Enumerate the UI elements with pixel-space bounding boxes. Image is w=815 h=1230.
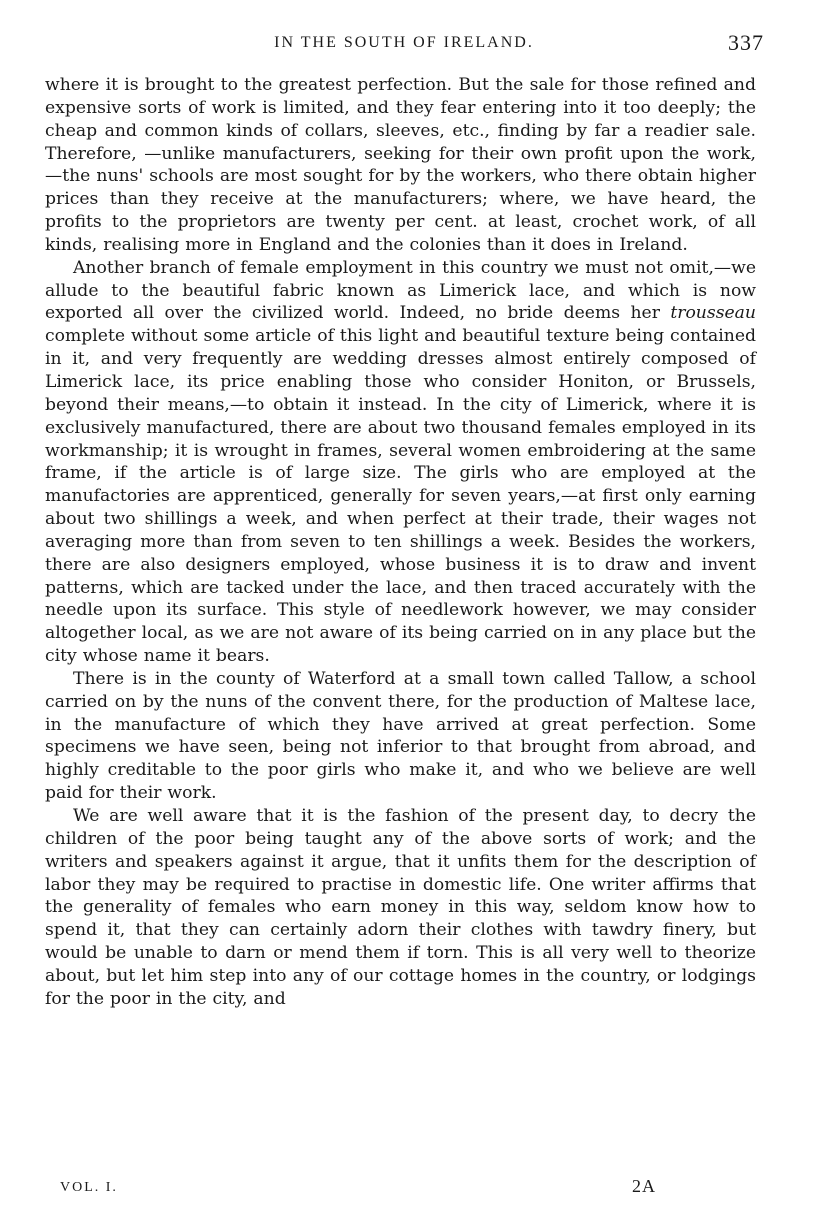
page-footer	[44, 1174, 764, 1204]
body-text	[45, 74, 756, 1011]
paragraph-crochet-sales: where it is brought to the greatest perfection. But the sale for those refined and expensive sorts of work is limited, and they fear entering into it too deeply; the cheap and common kinds of collars, sleeves, etc., finding by far a readier sale. Therefore, —unlike manufacturers, seeking for their own profit upon the work,—the nuns' schools are most sought for by the workers, who there obtain higher prices than they receive at the manufacturers; where, we have heard, the profits to the proprietors are twenty per cent. at least, crochet work, of all kinds, realising more in England and the colonies than it does in Ireland.	[45, 75, 756, 255]
italic-trousseau: trousseau	[670, 303, 756, 324]
volume-label: VOL. I.	[60, 1180, 118, 1195]
paragraph-limerick-lace	[45, 257, 756, 668]
paragraph-limerick-lace-part-2: complete without some article of this light and beautiful texture being contained in it, and very frequently are wedding dresses almost entirely composed of Limerick lace, its price enabling those who consider Honiton, or Brussels, beyond their means,—to obtain it instead. In the city of Limerick, where it is exclusively manufactured, there are about two thousand females employed in its workmanship; it is wrought in frames, several women embroidering at the same frame, if the article is of large size. The girls who are employed at the manufactories are apprenticed, generally for seven years,—at first only earning about two shillings a week, and when perfect at their trade, their wages not averaging more than from seven to ten shillings a week. Besides the workers, there are also designers employed, whose business it is to draw and invent patterns, which are tacked under the lace, and then traced accurately with the needle upon its surface. This style of needlework however, we may consider altogether local, as we are not aware of its being carried on in any place but the city whose name it bears.	[45, 326, 756, 667]
paragraph-tallow-school: There is in the county of Waterford at a small town called Tallow, a school carried on by the nuns of the convent there, for the production of Maltese lace, in the manufacture of which they have arrived at great perfection. Some specimens we have seen, being not inferior to that brought from abroad, and highly creditable to the poor girls who make it, and who we believe are well paid for their work.	[45, 668, 756, 804]
paragraph-fashion-debate: We are well aware that it is the fashion of the present day, to decry the children of the poor being taught any of the above sorts of work; and the writers and speakers against it argue, that it unfits them for the description of labor they may be required to practise in domestic life. One writer affirms that the generality of females who earn money in this way, seldom know how to spend it, that they can certainly adorn their clothes with tawdry finery, but would be unable to darn or mend them if torn. This is all very well to theorize about, but let him step into any of our cottage homes in the country, or lodgings for the poor in the city, and	[45, 806, 756, 1009]
page-number: 337	[728, 30, 764, 55]
paragraph-limerick-lace-part-1: Another branch of female employment in this country we must not omit,—we allude to the beautiful fabric known as Limerick lace, and which is now exported all over the civilized world. Indeed, no bride deems her	[45, 257, 756, 324]
running-title: IN THE SOUTH OF IRELAND.	[274, 34, 534, 51]
running-head	[44, 30, 764, 58]
signature-mark: 2A	[632, 1176, 656, 1196]
